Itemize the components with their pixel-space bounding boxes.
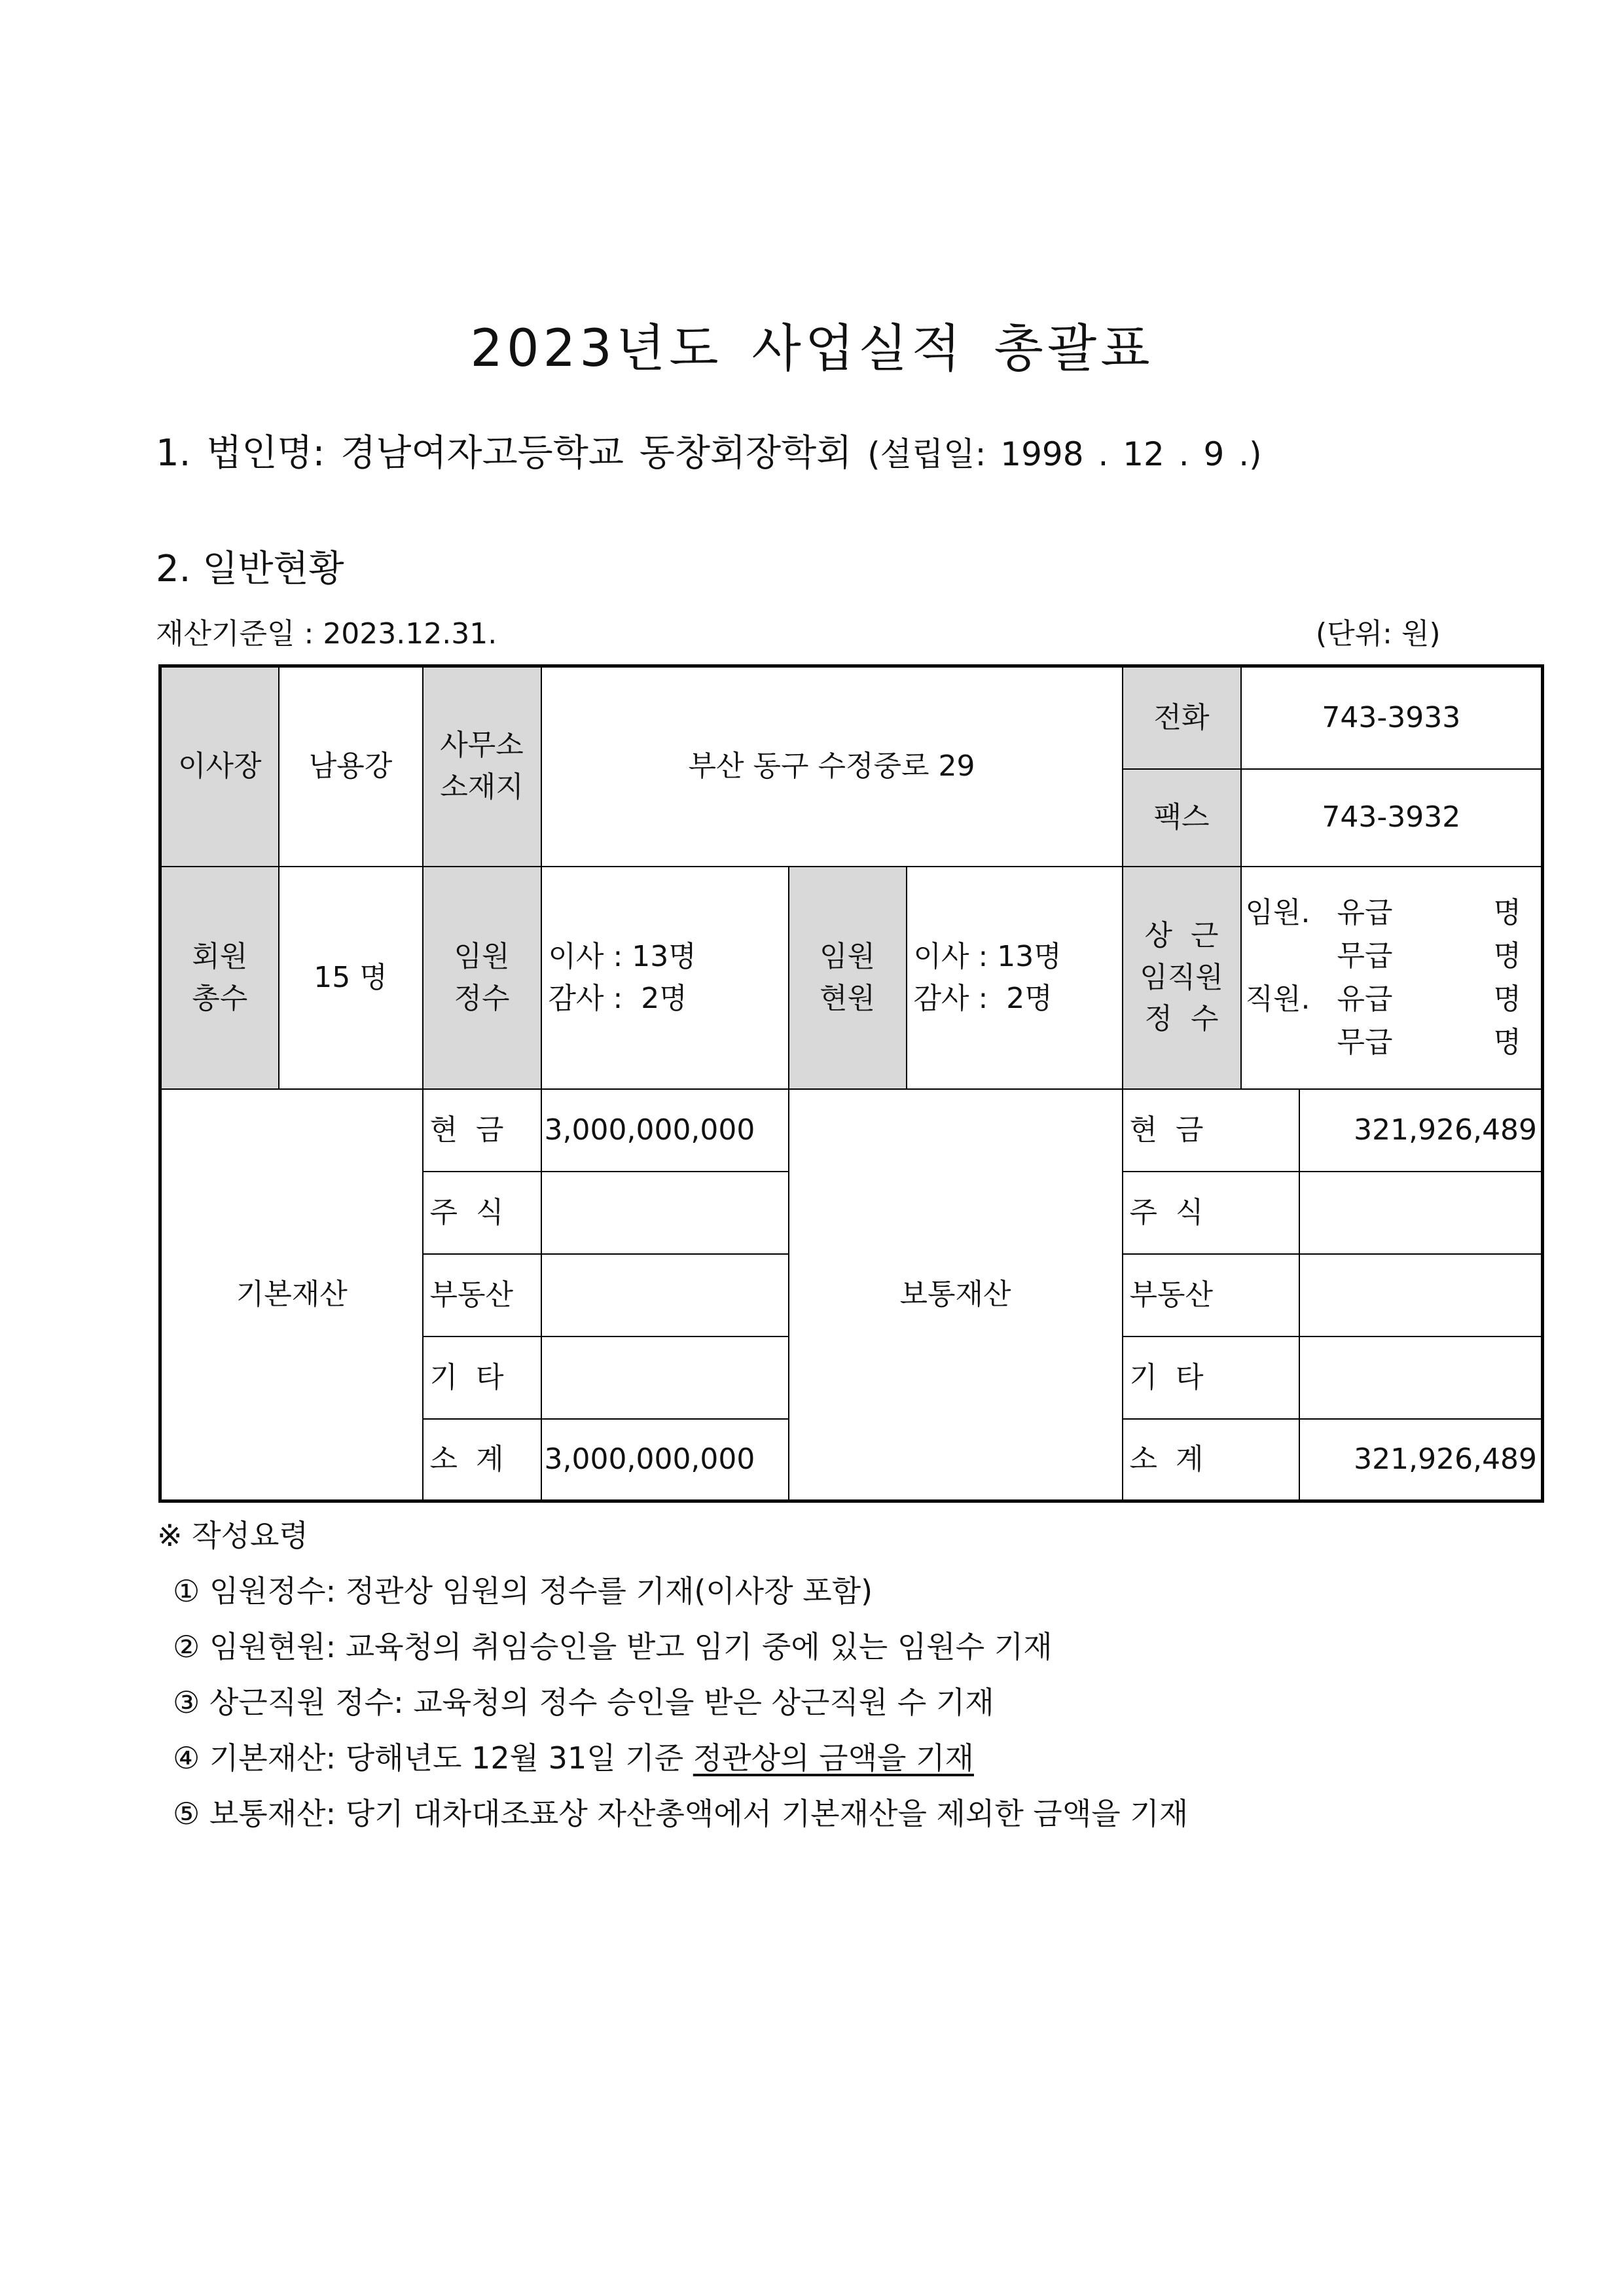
basic-row-value <box>541 1254 789 1336</box>
members-label-cell <box>160 867 279 1089</box>
current-auditors: 감사 : 2명 <box>913 981 1053 1015</box>
basic-row-label: 부동산 <box>423 1254 541 1336</box>
guideline-item: ⑤ 보통재산: 당기 대차대조표상 자산총액에서 기본재산을 제외한 금액을 기재 <box>173 1796 1189 1831</box>
current-directors: 이사 : 13명 <box>913 939 1062 973</box>
members-label-line-2: 총수 <box>192 981 248 1015</box>
chairman-label-cell: 이사장 <box>160 666 279 867</box>
ordinary-row-value <box>1299 1254 1543 1336</box>
staff-grid-cell: 무급 <box>1337 939 1393 973</box>
staff-grid-cell: 유급 <box>1337 982 1393 1016</box>
members-label-line-1: 회원 <box>192 939 248 973</box>
basic-row-label: 주 식 <box>423 1172 541 1254</box>
quota-label-line-2: 정수 <box>454 981 510 1015</box>
staff-quota-label-cell <box>1123 867 1241 1089</box>
staff-grid-cell: 직원. <box>1245 982 1310 1016</box>
corporation-name-label: 1. 법인명: 경남여자고등학교 동창회장학회 <box>156 432 852 475</box>
ordinary-row-value: 321,926,489 <box>1299 1419 1543 1501</box>
staff-grid-cell: 명 <box>1493 982 1522 1016</box>
staff-label-line-2: 임직원 <box>1140 960 1223 994</box>
staff-grid-cell: 유급 <box>1337 895 1393 929</box>
phone-value-cell: 743-3933 <box>1241 666 1543 769</box>
office-label-line-2: 소재지 <box>440 770 524 804</box>
section-general-status: 2. 일반현황 <box>156 548 344 590</box>
staff-grid-cell: 명 <box>1493 895 1522 929</box>
guideline-item <box>157 1734 1188 1790</box>
writing-guidelines <box>157 1512 1188 1846</box>
staff-label-line-3: 정 수 <box>1144 1002 1219 1036</box>
guideline-item: ② 임원현원: 교육청의 취임승인을 받고 임기 중에 있는 임원수 기재 <box>173 1629 1053 1664</box>
basic-row-label: 현 금 <box>423 1089 541 1172</box>
guideline-underlined-text: 정관상의 금액을 기재 <box>693 1740 974 1776</box>
ordinary-row-value: 321,926,489 <box>1299 1089 1543 1172</box>
guideline-item: ③ 상근직원 정수: 교육청의 정수 승인을 받은 상근직원 수 기재 <box>173 1685 994 1720</box>
unit-label: (단위: 원) <box>1316 617 1441 651</box>
phone-label-cell: 전화 <box>1123 666 1241 769</box>
ordinary-row-value <box>1299 1172 1543 1254</box>
basic-row-value <box>541 1336 789 1419</box>
staff-label-line-1: 상 근 <box>1144 918 1219 952</box>
quota-auditors: 감사 : 2명 <box>548 981 687 1015</box>
basic-row-label: 소 계 <box>423 1419 541 1501</box>
property-base-date: 재산기준일 : 2023.12.31. <box>156 617 497 651</box>
ordinary-row-value <box>1299 1336 1543 1419</box>
staff-grid-cell: 임원. <box>1245 895 1310 929</box>
office-location-label-cell <box>423 666 541 867</box>
ordinary-row-label: 부동산 <box>1123 1254 1299 1336</box>
basic-row-label: 기 타 <box>423 1336 541 1419</box>
quota-directors: 이사 : 13명 <box>548 939 696 973</box>
basic-property-label-cell: 기본재산 <box>160 1089 423 1501</box>
office-label-line-1: 사무소 <box>440 728 524 762</box>
office-address-cell: 부산 동구 수정중로 29 <box>541 666 1123 867</box>
basic-row-value <box>541 1172 789 1254</box>
officer-current-label-cell <box>789 867 907 1089</box>
section-corporation-name <box>156 424 1262 476</box>
ordinary-property-label-cell: 보통재산 <box>789 1089 1123 1501</box>
basic-row-value: 3,000,000,000 <box>541 1419 789 1501</box>
guideline-item-text: ④ 기본재산: 당해년도 12월 31일 기준 <box>173 1740 693 1776</box>
ordinary-row-label: 기 타 <box>1123 1336 1299 1419</box>
fax-label-cell: 팩스 <box>1123 769 1241 867</box>
staff-grid-cell: 무급 <box>1337 1025 1393 1059</box>
staff-grid-cell <box>1246 1021 1337 1064</box>
members-value-cell: 15 명 <box>279 867 423 1089</box>
ordinary-row-label: 주 식 <box>1123 1172 1299 1254</box>
staff-grid-cell: 명 <box>1493 1025 1522 1059</box>
officer-current-value-cell <box>907 867 1123 1089</box>
current-label-line-2: 현원 <box>819 981 875 1015</box>
chairman-value-cell: 남용강 <box>279 666 423 867</box>
staff-quota-value-cell <box>1241 867 1543 1089</box>
basic-row-value: 3,000,000,000 <box>541 1089 789 1172</box>
ordinary-row-label: 현 금 <box>1123 1089 1299 1172</box>
establishment-date: (설립일: 1998 . 12 . 9 .) <box>867 435 1262 473</box>
document-title: 2023년도 사업실적 총괄표 <box>470 319 1154 378</box>
general-status-table <box>158 664 1544 1503</box>
guideline-item: ① 임원정수: 정관상 임원의 정수를 기재(이사장 포함) <box>173 1573 873 1609</box>
staff-quota-grid <box>1242 891 1542 1064</box>
staff-grid-cell: 명 <box>1493 939 1522 973</box>
officer-quota-label-cell <box>423 867 541 1089</box>
quota-label-line-1: 임원 <box>454 939 510 973</box>
officer-quota-value-cell <box>541 867 789 1089</box>
staff-grid-cell <box>1246 935 1337 978</box>
guidelines-heading: ※ 작성요령 <box>157 1518 308 1553</box>
fax-value-cell: 743-3932 <box>1241 769 1543 867</box>
current-label-line-1: 임원 <box>819 939 875 973</box>
ordinary-row-label: 소 계 <box>1123 1419 1299 1501</box>
